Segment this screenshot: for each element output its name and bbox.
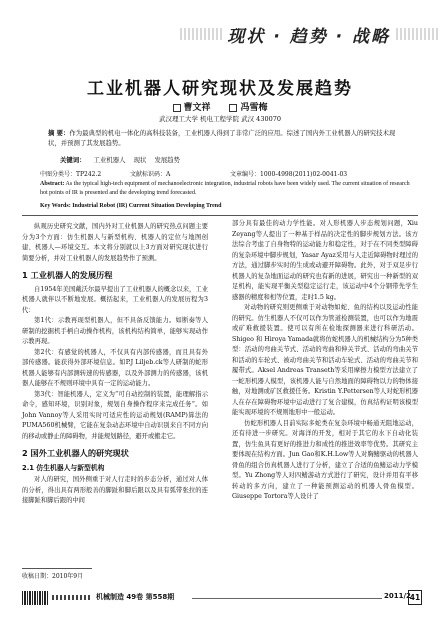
en-abstract-text: As the typical high-tech equipment of mechanoelectronic integration, industrial robots have been widely used. The current situation of research hot points of IR is presented and the developing trend forecasted.: [40, 181, 410, 196]
header-divider: [22, 215, 418, 216]
paragraph: 仿蛇形机器人目前实际多蛇类在复杂环境中畅通无阻地运动，还有待进一步研究。对海洋的开发，相对于其它的水下自动化装置，仿生鱼具有更好的推进力和成性的推进效率等优势。其研究主要体现在结构方面。Jun Gao和K.H.Low等人对胸鳍驱动的机器人骨鱼的组合仿真机器人进行了分析，建立了合适的鱼鳍运动力学模型。Yu Zhong等人对四鳍游动方式进行了研究，设计并用有平移转动的多方向，建立了一种能预测运动的机器人骨鱼模型。Giuseppe Tortora等人设计了: [232, 419, 418, 500]
keyword: 现状: [133, 156, 147, 164]
paragraph: 对动物的研究则更侧重于对动物如蛇、鱼的结构以及运动性能的研究。仿生机器人不仅可以作为管道检测装置，也可以作为地震或矿难救援装置。使可以有所在检地探测器来进行科研活动。Shigeo 和 Hiroya Yamada就将仿蛇机器人的机械结构分为5种类型：活动的弯曲关节式、活动的弯曲和伸关节式、活动的弯曲关节和活动的车轮式、被动弯曲关节和活动车轮式、活动的弯曲关节和履带式。Aksel Andreas Transeth等采用摩擦力模型方法建立了一蛇形机器人模型，该机器人能与自然地面的障碍物以力的物体接触，对地测或矿区救援任务。Kristin Y.Pettersen等人对蛇形机器人在存在障碍物环境中运动进行了复合建模，仿真结构证明该模型能实现环境的不规则地形中一般运动。: [232, 304, 418, 416]
paragraph: 部分具有最佳的动力学性能。对人形机器人步态规划问题，Xiu Zeyang等人提出了一种基于样品的决定性的脚步规划方法。该方法综合考虑了自身物特的运动能力和稳定性，对于在不同类型障碍的复杂环境中脚步规划，Yasar Ayaz采用与人走近障碍物时理过的方法，通过脚步实时的生成或动避开障碍物。此外，对于双足步行机器人的复杂地面运动的研究也有新的进展，研究出一种新型的双足机构，能实现平衡关型稳定运行走，该运动中4个分钢带先学生感器的精度和相等位置，走时1.5 kg。: [232, 220, 418, 301]
keyword: 发展趋势: [154, 156, 180, 164]
section-heading: 1 工业机器人的发展历程: [22, 270, 113, 280]
square-bullet-icon: [229, 104, 237, 112]
paragraph: 第3代：智能机器人，定义为“可自动控制的装置，能理解指示命令，感知环境，识别对象，规划自身操作程序来完成任务”。如John Vannoy等人采用实时可适应性的运动规划(RAMP)算法的PUMA560机械臂，它能在复杂动态环境中自动识别来自不同方向的移动或静止的障碍物，并能规划路径，避开或搬走它。: [22, 390, 208, 440]
journal-name: 机械制造 49卷 第558期: [96, 593, 175, 601]
article-title: 工业机器人研究现状及发展趋势: [87, 79, 353, 99]
document-code: 文献标识码：A: [130, 171, 171, 178]
section-header: [0, 22, 440, 47]
abstract-label: 摘 要：: [48, 129, 70, 137]
keywords-label: 关键词：: [60, 156, 86, 164]
clc-number: 中图分类号：TP242.2: [40, 171, 102, 178]
body-column-left: [22, 222, 208, 507]
paragraph: 自1954年美国戴沃尔最早提出了工业机器人的概念以来，工业机器人就伴以不断地发展。概括起来，工业机器人的发展历程为3代：: [22, 285, 208, 314]
paragraph: 第1代：示教再现型机器人，但不具备反馈能力。如断奏等人研制的挖掘机手柄自动操作机构，该机构结构简单，能够实现动作示教再现。: [22, 317, 208, 345]
subsection-heading: 2.1 仿生机器人与新型机构: [22, 463, 105, 472]
paragraph: 对人的研究，国外侧重于对人行走时的步态分析，通过对人体的分析，得出具有两形般善的脚趾和脚后跟以及具有弧带张拉的连接脚趾和脚后跟的中间: [22, 476, 208, 504]
author: 冯雪梅: [229, 103, 267, 113]
cn-abstract: [48, 128, 398, 148]
paragraph: 纵观历史研究文献，国内外对工业机器人的研究热点问题主要分为3个方面：仿生机器人与新型机构、机器人的定位与地图创建、机器人—环境交互。本文将分别就以上3方面对研究现状进行简要分析，并对工业机器人的发展趋势作了预测。: [22, 223, 208, 262]
square-bullet-icon: [173, 104, 181, 112]
section-heading: 2 国外工业机器人的研究现状: [22, 448, 129, 458]
issue-date: 2011/2: [384, 592, 411, 600]
paragraph: 第2代：有感觉的机器人，不仅具有内部传感器，而且具有外部传感器。能获得外部环境信息。如P.J Liljeb.ck等人研制的蛇形机器人能够有内部测转速的传感器，以及外部测力的传感器，该机器人能够在不规则环境中具有一定的运动能力。: [22, 348, 208, 387]
en-keywords: Key Words: Industrial Robot (IR) Current Situation Developing Trend: [40, 203, 222, 209]
page-footer: [22, 590, 421, 606]
section-tag: 现状 · 趋势 · 战略: [223, 22, 394, 47]
author: 曹文祥: [173, 103, 211, 113]
dot-pattern-decoration: [52, 595, 92, 600]
footer-divider: [192, 598, 382, 599]
article-number: 文章编号：1000-4998(2011)02-0041-03: [230, 171, 348, 178]
page-number: 41: [408, 590, 422, 605]
keyword: 工业机器人: [93, 156, 126, 164]
en-abstract: [40, 180, 410, 198]
author-line: [0, 100, 440, 113]
en-abstract-label: Abstract:: [40, 181, 65, 187]
abstract-text: 作为最典型的机电一体化的高科技装备，工业机器人得到了非常广泛的应用。综述了国内外工业机器人的研究技术现状，并预测了其发展趋势。: [48, 129, 396, 147]
received-date: 收稿日期：2010年9月: [22, 573, 84, 580]
footnote-divider: [22, 568, 92, 569]
body-column-right: [232, 219, 418, 503]
affiliation: 武汉理工大学 机电工程学院 武汉 430070: [158, 115, 281, 123]
cn-keywords: [60, 155, 186, 164]
barcode-icon: [22, 591, 48, 605]
